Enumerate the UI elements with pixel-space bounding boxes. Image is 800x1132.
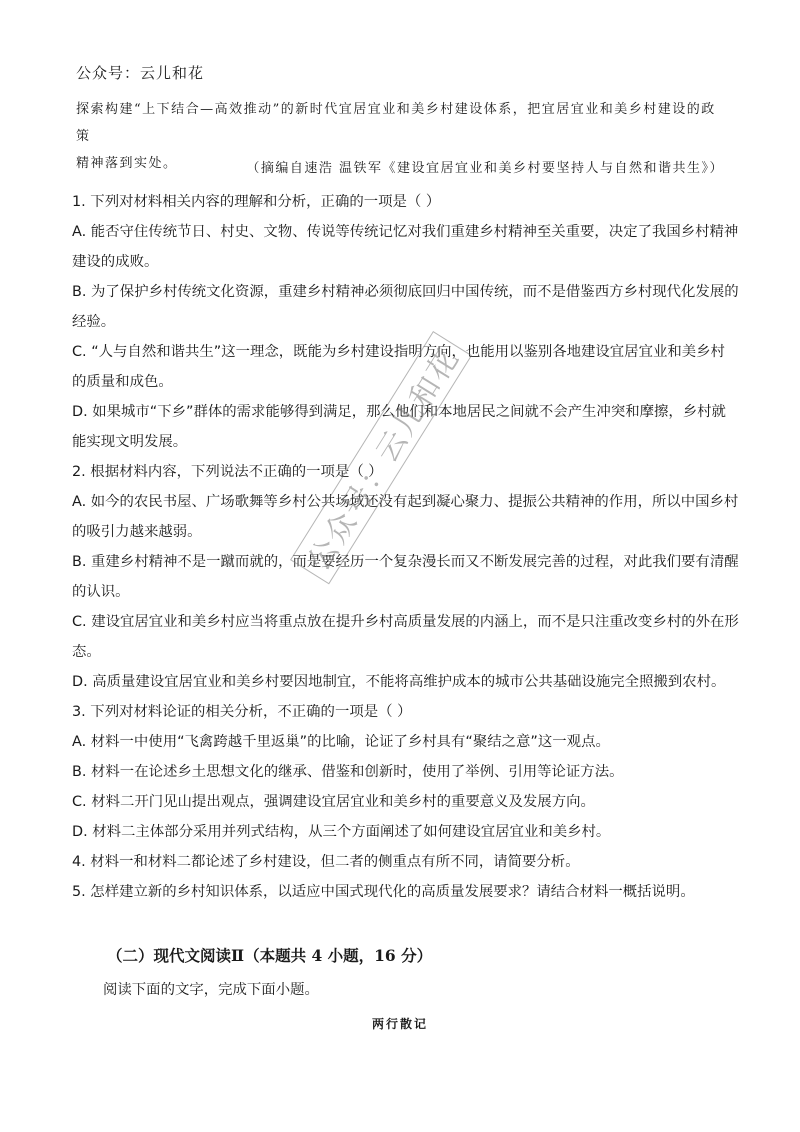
intro-line: 探索构建“上下结合—高效推动”的新时代宜居宜业和美乡村建设体系，把宜居宜业和美乡村建设的政策 [76,102,716,144]
question-2: 2. 根据材料内容，下列说法不正确的一项是（ ） [72,464,383,480]
questions-block [72,187,739,907]
q1-option-d-cont: 能实现文明发展。 [72,434,188,450]
q3-option-d: D. 材料二主体部分采用并列式结构，从三个方面阐述了如何建设宜居宜业和美乡村。 [72,824,611,840]
q1-option-d: D. 如果城市“下乡”群体的需求能够得到满足，那么他们和本地居民之间就不会产生冲突和摩擦，乡村就 [72,404,726,420]
question-4: 4. 材料一和材料二都论述了乡村建设，但二者的侧重点有所不同，请简要分析。 [72,854,580,870]
q1-option-c-cont: 的质量和成色。 [72,374,173,390]
citation: （摘编自速浩 温铁军《建设宜居宜业和美乡村要坚持人与自然和谐共生》） [246,161,724,176]
q1-option-c: C. “人与自然和谐共生”这一理念，既能为乡村建设指明方向，也能用以鉴别各地建设宜居宜业和美乡村 [72,344,725,360]
q2-option-a-cont: 的吸引力越来越弱。 [72,524,202,540]
q2-option-b-cont: 的认识。 [72,584,130,600]
q2-option-a: A. 如今的农民书屋、广场歌舞等乡村公共场域还没有起到凝心聚力、提振公共精神的作用，所以中国乡村 [72,494,739,510]
q3-option-a: A. 材料一中使用“飞禽跨越千里返巢”的比喻，论证了乡村具有“聚结之意”这一观点。 [72,734,610,750]
section-title: （二）现代文阅读Ⅱ（本题共 4 小题，16 分） [107,946,433,965]
article-title: 两行散记 [371,1017,428,1031]
q2-option-c: C. 建设宜居宜业和美乡村应当将重点放在提升乡村高质量发展的内涵上，而不是只注重改变乡村的外在形 [72,614,739,630]
watermark-text: 公众号：云儿和花 [290,331,472,584]
question-3: 3. 下列对材料论证的相关分析，不正确的一项是（ ） [72,704,412,720]
header-text: 公众号：云儿和花 [76,64,205,82]
q1-option-b: B. 为了保护乡村传统文化资源，重建乡村精神必须彻底回归中国传统，而不是借鉴西方乡村现代化发展的 [72,284,739,300]
intro-line: 精神落到实处。 [76,156,178,171]
q1-option-a-cont: 建设的成败。 [72,254,159,270]
question-1: 1. 下列对材料相关内容的理解和分析，正确的一项是（ ） [72,194,441,210]
q1-option-a: A. 能否守住传统节日、村史、文物、传说等传统记忆对我们重建乡村精神至关重要，决定了我国乡村精神 [72,224,739,240]
q2-option-b: B. 重建乡村精神不是一蹴而就的，而是要经历一个复杂漫长而又不断发展完善的过程，对此我们要有清醒 [72,554,739,570]
q3-option-c: C. 材料二开门见山提出观点，强调建设宜居宜业和美乡村的重要意义及发展方向。 [72,794,595,810]
q1-option-b-cont: 经验。 [72,314,116,330]
reading-instruction: 阅读下面的文字，完成下面小题。 [103,982,319,998]
q2-option-d: D. 高质量建设宜居宜业和美乡村要因地制宜，不能将高维护成本的城市公共基础设施完全照搬到农村。 [72,674,726,690]
q2-option-c-cont: 态。 [72,644,101,660]
q3-option-b: B. 材料一在论述乡土思想文化的继承、借鉴和创新时，使用了举例、引用等论证方法。 [72,764,624,780]
question-5: 5. 怎样建立新的乡村知识体系，以适应中国式现代化的高质量发展要求？请结合材料一概括说明。 [72,884,695,900]
